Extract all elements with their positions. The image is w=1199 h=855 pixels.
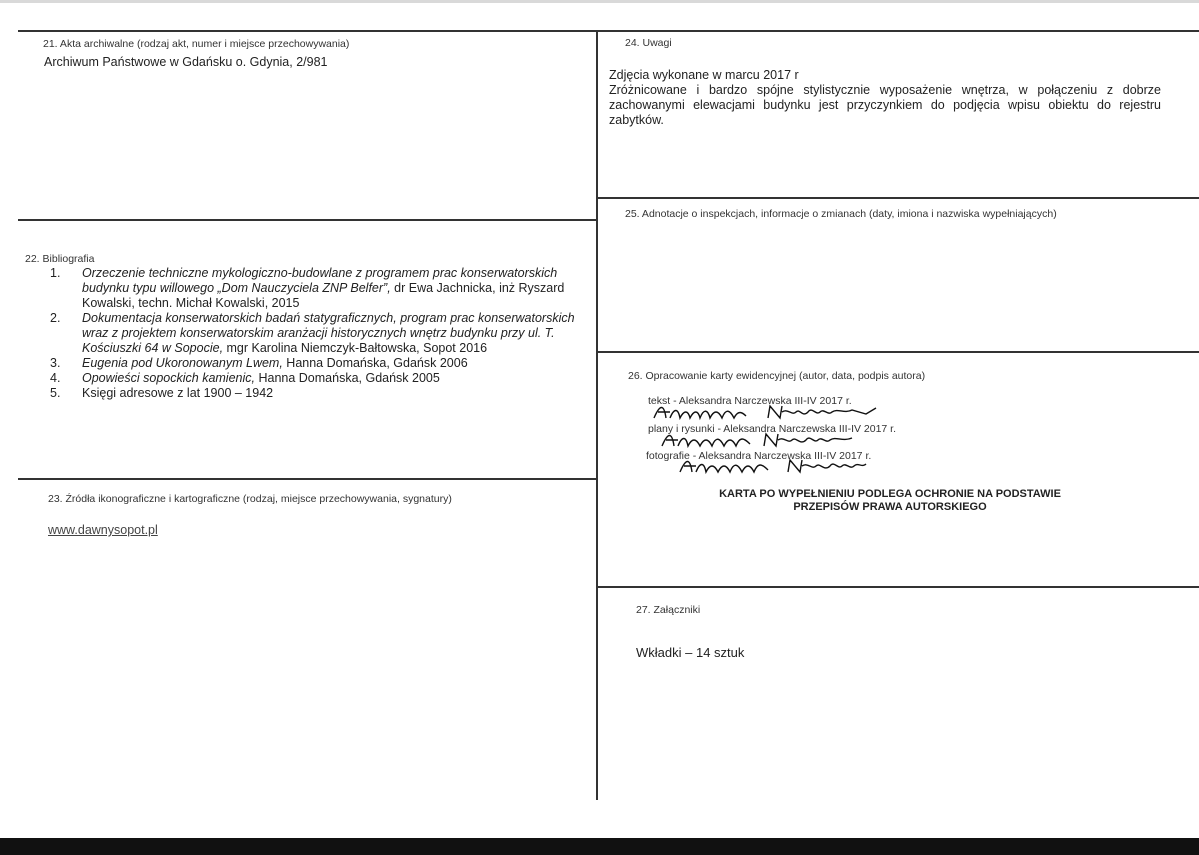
copyright-notice-line-1: KARTA PO WYPEŁNIENIU PODLEGA OCHRONIE NA PODSTAWIE [719, 488, 1061, 500]
section-23-label: 23. Źródła ikonograficzne i kartograficzne (rodzaj, miejsce przechowywania, sygnatury) [48, 493, 452, 505]
bibliography-item-details: mgr Karolina Niemczyk-Bałtowska, Sopot 2016 [223, 341, 488, 355]
bibliography-item-number: 2. [50, 311, 61, 325]
section-24-remarks: Zróżnicowane i bardzo spójne stylistycznie wyposażenie wnętrza, w połączeniu z dobrze zachowanymi elewacjami budynku jest przyczynkiem do podjęcia wpisu obiektu do rejestru zabytków. [609, 83, 1161, 127]
section-27-value: Wkładki – 14 sztuk [636, 645, 745, 660]
copyright-notice [640, 488, 1140, 514]
grid-right-divider-3 [597, 586, 1199, 588]
bibliography-item-title: Dokumentacja konserwatorskich badań statygraficznych, program prac konserwatorskich wraz z projektem konserwatorskim aranżacji historycznych wnętrz budynku przy ul. T. Kościuszki 64 w Sopocie, [82, 311, 575, 355]
author-text-line: tekst - Aleksandra Narczewska III-IV 2017 r. [648, 395, 852, 407]
section-22-label: 22. Bibliografia [25, 253, 95, 265]
author-photo-line: fotografie - Aleksandra Narczewska III-IV 2017 r. [646, 450, 872, 462]
bibliography-item-title: Eugenia pod Ukoronowanym Lwem, [82, 356, 283, 370]
bibliography-item [50, 356, 580, 371]
bibliography-item [50, 371, 580, 386]
signature-3 [678, 456, 868, 478]
section-21-label: 21. Akta archiwalne (rodzaj akt, numer i miejsce przechowywania) [43, 38, 350, 50]
signature-2 [660, 430, 860, 452]
bibliography-item-number: 1. [50, 266, 61, 280]
copyright-notice-line-2: PRZEPISÓW PRAWA AUTORSKIEGO [793, 501, 987, 513]
grid-right-divider-1 [597, 197, 1199, 199]
bibliography-item-details: Hanna Domańska, Gdańsk 2005 [255, 371, 440, 385]
section-24-photo-note: Zdjęcia wykonane w marcu 2017 r [609, 68, 799, 82]
bibliography-item-number: 3. [50, 356, 61, 370]
grid-top-border [18, 30, 1199, 32]
bibliography-item-details: Hanna Domańska, Gdańsk 2006 [282, 356, 468, 370]
signature-1 [652, 402, 882, 424]
grid-left-divider-1 [18, 219, 597, 221]
bibliography-item-title: Orzeczenie techniczne mykologiczno-budowlane z programem prac konserwatorskich budynku typu willowego „Dom Nauczyciela ZNP Belfer”, [82, 266, 558, 295]
bibliography-item-details: Księgi adresowe z lat 1900 – 1942 [82, 386, 274, 400]
bibliography-list [50, 266, 580, 401]
bibliography-item [50, 386, 580, 401]
bibliography-item-title: Opowieści sopockich kamienic, [82, 371, 255, 385]
author-plans-line: plany i rysunki - Aleksandra Narczewska III-IV 2017 r. [648, 423, 897, 435]
bibliography-item [50, 266, 580, 311]
iconography-link[interactable]: www.dawnysopot.pl [48, 523, 158, 537]
bibliography-item-number: 5. [50, 386, 61, 400]
scan-top-edge [0, 0, 1199, 3]
bibliography-item [50, 311, 580, 356]
section-21-value: Archiwum Państwowe w Gdańsku o. Gdynia, 2/981 [44, 55, 328, 69]
scan-bottom-edge [0, 838, 1199, 855]
grid-right-divider-2 [597, 351, 1199, 353]
section-27-label: 27. Załączniki [636, 604, 701, 616]
bibliography-item-number: 4. [50, 371, 61, 385]
section-25-label: 25. Adnotacje o inspekcjach, informacje o zmianach (daty, imiona i nazwiska wypełniających) [625, 208, 1057, 220]
section-24-label: 24. Uwagi [625, 37, 672, 49]
bibliography-item-details: dr Ewa Jachnicka, inż Ryszard Kowalski, techn. Michał Kowalski, 2015 [82, 281, 565, 310]
section-26-label: 26. Opracowanie karty ewidencyjnej (autor, data, podpis autora) [628, 370, 926, 382]
grid-center-divider [596, 30, 598, 800]
grid-left-divider-2 [18, 478, 597, 480]
